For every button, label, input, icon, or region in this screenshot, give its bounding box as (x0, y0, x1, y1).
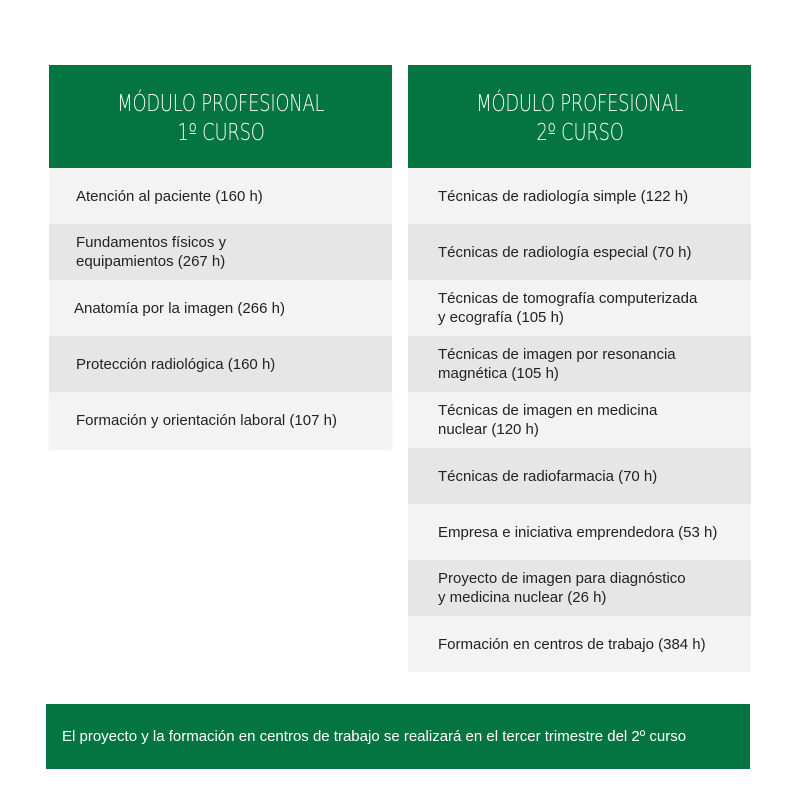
module-label: Formación en centros de trabajo (384 h) (438, 635, 706, 653)
module-row (49, 392, 392, 448)
module-label: Empresa e iniciativa emprendedora (53 h) (438, 523, 718, 541)
module-label: Técnicas de radiofarmacia (70 h) (438, 467, 658, 485)
first-year-header-line2: 1º CURSO (176, 119, 265, 146)
module-row (408, 336, 751, 392)
module-label: Fundamentos físicos y equipamientos (267 h) (76, 234, 227, 270)
module-label: Formación y orientación laboral (107 h) (76, 411, 337, 429)
module-row (408, 280, 751, 336)
module-row (49, 280, 392, 336)
module-row (408, 616, 751, 672)
module-label: Protección radiológica (160 h) (76, 355, 276, 373)
module-row (49, 336, 392, 392)
second-year-header-line1: MÓDULO PROFESIONAL (475, 90, 684, 117)
first-year-header-line1: MÓDULO PROFESIONAL (116, 90, 325, 117)
module-label: Proyecto de imagen para diagnóstico y medicina nuclear (26 h) (438, 570, 686, 606)
first-year-column (49, 65, 392, 448)
module-row (408, 224, 751, 280)
module-row (408, 392, 751, 448)
module-row (408, 560, 751, 616)
second-year-column (408, 65, 751, 672)
module-row (408, 448, 751, 504)
footer-note-text: El proyecto y la formación en centros de trabajo se realizará en el tercer trimestre del 2º curso (62, 728, 687, 745)
module-row (408, 168, 751, 224)
module-label: Técnicas de radiología especial (70 h) (438, 243, 692, 261)
second-year-header (408, 65, 751, 168)
module-row (49, 224, 392, 280)
module-row (408, 504, 751, 560)
module-label: Técnicas de tomografía computerizada y ecografía (105 h) (438, 290, 698, 326)
module-label: Anatomía por la imagen (266 h) (74, 299, 285, 317)
module-label: Atención al paciente (160 h) (76, 187, 263, 205)
second-year-header-line2: 2º CURSO (535, 119, 624, 146)
module-row (49, 168, 392, 224)
footer-note-banner (46, 704, 750, 769)
module-label: Técnicas de imagen por resonancia magnética (105 h) (438, 346, 676, 382)
module-label: Técnicas de imagen en medicina nuclear (120 h) (438, 402, 658, 438)
first-year-header (49, 65, 392, 168)
module-label: Técnicas de radiología simple (122 h) (438, 187, 689, 205)
